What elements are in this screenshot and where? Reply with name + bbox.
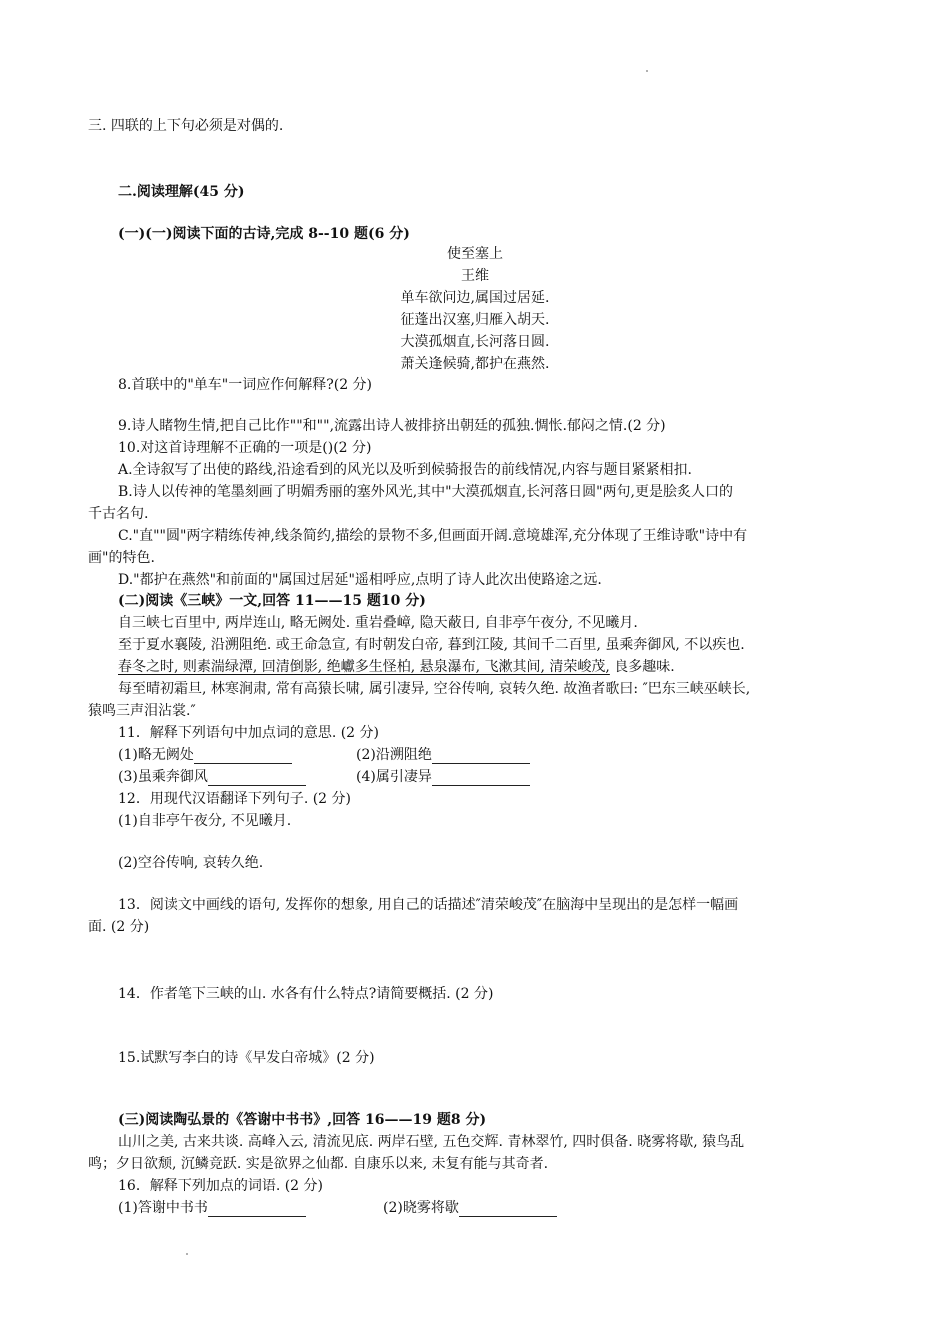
part1-header: (一)(一)阅读下面的古诗,完成 8--10 题(6 分)	[118, 226, 410, 242]
scan-dot-top	[646, 70, 648, 72]
option-d: D."都护在燕然"和前面的"属国过居延"遥相呼应,点明了诗人此次出使路途之远.	[118, 572, 602, 588]
answer-blank[interactable]	[432, 749, 530, 764]
passage-paragraph: 每至晴初霜旦, 林寒涧肃, 常有高猿长啸, 属引凄异, 空谷传响, 哀转久绝. 故渔者歌曰: ″巴东三峡巫峡长,	[118, 681, 751, 697]
poem-title: 使至塞上	[447, 246, 503, 262]
passage-paragraph: 自三峡七百里中, 两岸连山, 略无阙处. 重岩叠嶂, 隐天蔽日, 自非亭午夜分, 不见曦月.	[118, 615, 638, 631]
scan-dot-bottom	[186, 1253, 188, 1255]
answer-blank[interactable]	[208, 1202, 306, 1217]
question-16-item: (2)晓雾将歇	[383, 1199, 557, 1217]
part2-header: (二)阅读《三峡》一文,回答 11——15 题10 分)	[118, 593, 426, 609]
top-item: 三. 四联的上下句必须是对偶的.	[88, 118, 284, 134]
option-c: C."直""圆"两字精练传神,线条简约,描绘的景物不多,但画面开阔.意境雄浑,充分体现了王维诗歌"诗中有	[118, 528, 748, 544]
part3-header: (三)阅读陶弘景的《答谢中书书》,回答 16——19 题8 分)	[118, 1112, 487, 1128]
question-13: 13．阅读文中画线的语句, 发挥你的想象, 用自己的话描述″清荣峻茂″在脑海中呈现出的是怎样一幅画	[118, 897, 739, 913]
poem-line: 征蓬出汉塞,归雁入胡天.	[400, 312, 550, 328]
question-16-item: (1)答谢中书书	[118, 1199, 306, 1217]
answer-blank[interactable]	[208, 771, 306, 786]
passage-tail: 良多趣味.	[609, 659, 675, 675]
answer-blank[interactable]	[459, 1202, 557, 1217]
question-16: 16．解释下列加点的词语. (2 分)	[118, 1178, 323, 1194]
poem-line: 单车欲问边,属国过居延.	[400, 290, 550, 306]
question-11-item: (2)沿溯阻绝	[356, 746, 530, 764]
question-14: 14．作者笔下三峡的山. 水各有什么特点?请简要概括. (2 分)	[118, 986, 494, 1002]
question-13-cont: 面. (2 分)	[88, 919, 150, 935]
section-title: 二.阅读理解(45 分)	[118, 184, 245, 200]
passage-paragraph-cont: 鸣；夕日欲颓, 沉鳞竞跃. 实是欲界之仙都. 自康乐以来, 未复有能与其奇者.	[88, 1156, 549, 1172]
poem-author: 王维	[461, 268, 489, 284]
question-12-item: (1)自非亭午夜分, 不见曦月.	[118, 813, 292, 829]
option-a: A.全诗叙写了出使的路线,沿途看到的风光以及听到候骑报告的前线情况,内容与题目紧紧相扣.	[118, 462, 692, 478]
option-b: B.诗人以传神的笔墨刻画了明媚秀丽的塞外风光,其中"大漠孤烟直,长河落日圆"两句,更是脍炙人口的	[118, 484, 733, 500]
question-8: 8.首联中的"单车"一词应作何解释?(2 分)	[118, 377, 373, 393]
option-b-cont: 千古名句.	[88, 506, 149, 522]
question-11: 11．解释下列语句中加点词的意思. (2 分)	[118, 725, 379, 741]
question-11-item: (1)略无阙处	[118, 746, 292, 764]
passage-paragraph: 至于夏水襄陵, 沿溯阻绝. 或王命急宣, 有时朝发白帝, 暮到江陵, 其间千二百里, 虽乘奔御风, 不以疾也.	[118, 637, 745, 653]
answer-blank[interactable]	[194, 749, 292, 764]
passage-paragraph: 山川之美, 古来共谈. 高峰入云, 清流见底. 两岸石壁, 五色交辉. 青林翠竹, 四时俱备. 晓雾将歇, 猿鸟乱	[118, 1134, 745, 1150]
question-15: 15.试默写李白的诗《早发白帝城》(2 分)	[118, 1050, 375, 1066]
answer-blank[interactable]	[432, 771, 530, 786]
poem-line: 萧关逢候骑,都护在燕然.	[400, 356, 550, 372]
question-11-item: (3)虽乘奔御风	[118, 768, 306, 786]
question-11-item: (4)属引凄异	[356, 768, 530, 786]
question-12: 12．用现代汉语翻译下列句子. (2 分)	[118, 791, 351, 807]
passage-paragraph	[118, 658, 675, 676]
poem-line: 大漠孤烟直,长河落日圆.	[400, 334, 550, 350]
passage-paragraph-cont: 猿鸣三声泪沾裳.″	[88, 703, 196, 719]
option-c-cont: 画"的特色.	[88, 550, 155, 566]
underlined-sentence: 春冬之时, 则素湍绿潭, 回清倒影, 绝巘多生怪柏, 悬泉瀑布, 飞漱其间, 清荣峻茂,	[118, 659, 610, 675]
question-12-item: (2)空谷传响, 哀转久绝.	[118, 855, 264, 871]
question-9: 9.诗人睹物生情,把自己比作""和"",流露出诗人被排挤出朝廷的孤独.惆怅.郁闷之情.(2 分)	[118, 418, 666, 434]
question-10: 10.对这首诗理解不正确的一项是()(2 分)	[118, 440, 372, 456]
